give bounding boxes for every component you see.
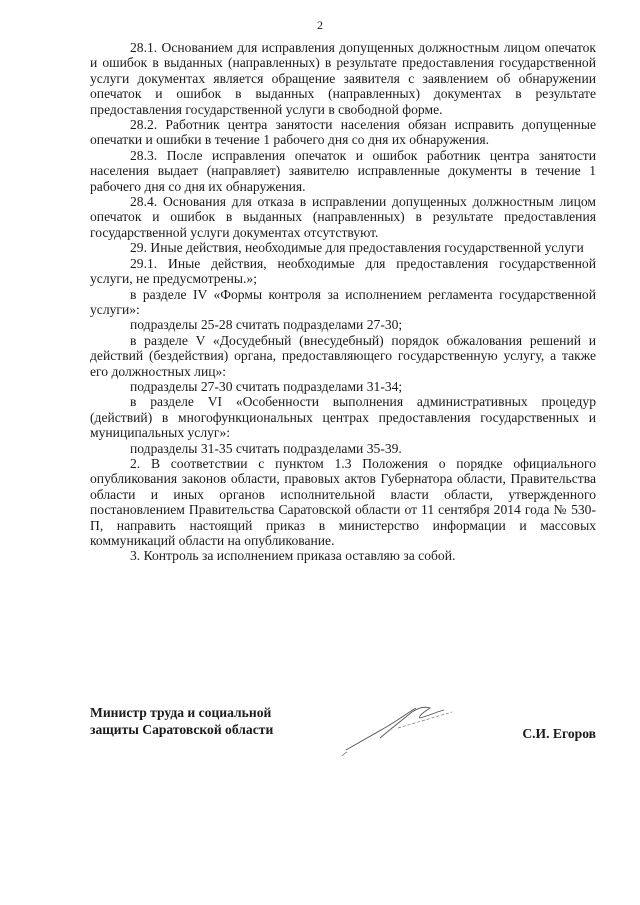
signer-title-line-1: Министр труда и социальной <box>90 705 272 720</box>
signer-title-line-2: защиты Саратовской области <box>90 722 274 737</box>
paragraph-29-1: 29.1. Иные действия, необходимые для предоставления государственной услуги, не предусмотрены.»; <box>90 255 596 287</box>
paragraph-item-3: 3. Контроль за исполнением приказа оставляю за собой. <box>130 548 456 564</box>
document-body <box>90 40 596 564</box>
paragraph-28-3: 28.3. После исправления опечаток и ошибок работник центра занятости населения выдает (направляет) заявителю исправленные документы в течение 1 рабочего дня со дня их обнаружения. <box>90 147 596 194</box>
paragraph-subsections-25-28: подразделы 25-28 считать подразделами 27-30; <box>130 317 403 333</box>
paragraph-item-2: 2. В соответствии с пунктом 1.3 Положения о порядке официального опубликования законов области, правовых актов Губернатора области, Правительства области и иных органов исполнительной власти области, утвержденного постановлением Правительства Саратовской области от 11 сентября 2014 года № 530-П, направить настоящий приказ в министерство информации и массовых коммуникаций области на опубликование. <box>90 455 596 548</box>
signer-title <box>90 704 273 738</box>
paragraph-section-iv: в разделе IV «Формы контроля за исполнением регламента государственной услуги»: <box>90 286 596 317</box>
paragraph-29-heading: 29. Иные действия, необходимые для предоставления государственной услуги <box>130 240 584 256</box>
page-number: 2 <box>317 18 323 32</box>
paragraph-section-v: в разделе V «Досудебный (внесудебный) порядок обжалования решений и действий (бездействия) органа, предоставляющего государственную услугу, а также его должностных лиц»: <box>90 332 596 379</box>
handwritten-signature <box>340 698 470 758</box>
paragraph-28-2: 28.2. Работник центра занятости населения обязан исправить допущенные опечатки и ошибки в течение 1 рабочего дня со дня их обнаружения. <box>90 117 596 148</box>
paragraph-subsections-27-30: подразделы 27-30 считать подразделами 31-34; <box>130 378 403 394</box>
paragraph-subsections-31-35: подразделы 31-35 считать подразделами 35-39. <box>130 440 402 456</box>
paragraph-section-vi: в разделе VI «Особенности выполнения административных процедур (действий) в многофункциональных центрах предоставления государственных и муниципальных услуг»: <box>90 394 596 441</box>
signature-block <box>90 704 596 764</box>
paragraph-28-4: 28.4. Основания для отказа в исправлении допущенных должностным лицом опечаток и ошибок в выданных (направленных) в результате предоставления государственной услуги документах отсутствуют. <box>90 194 596 240</box>
paragraph-28-1: 28.1. Основанием для исправления допущенных должностным лицом опечаток и ошибок в выданных (направленных) в результате предоставления государственной услуги документах является обращение заявителя с заявлением об обнаружении опечаток и ошибок в выданных (направленных) документах в результате предоставления государственной услуги в свободной форме. <box>90 40 596 117</box>
signer-name: С.И. Егоров <box>522 726 596 741</box>
